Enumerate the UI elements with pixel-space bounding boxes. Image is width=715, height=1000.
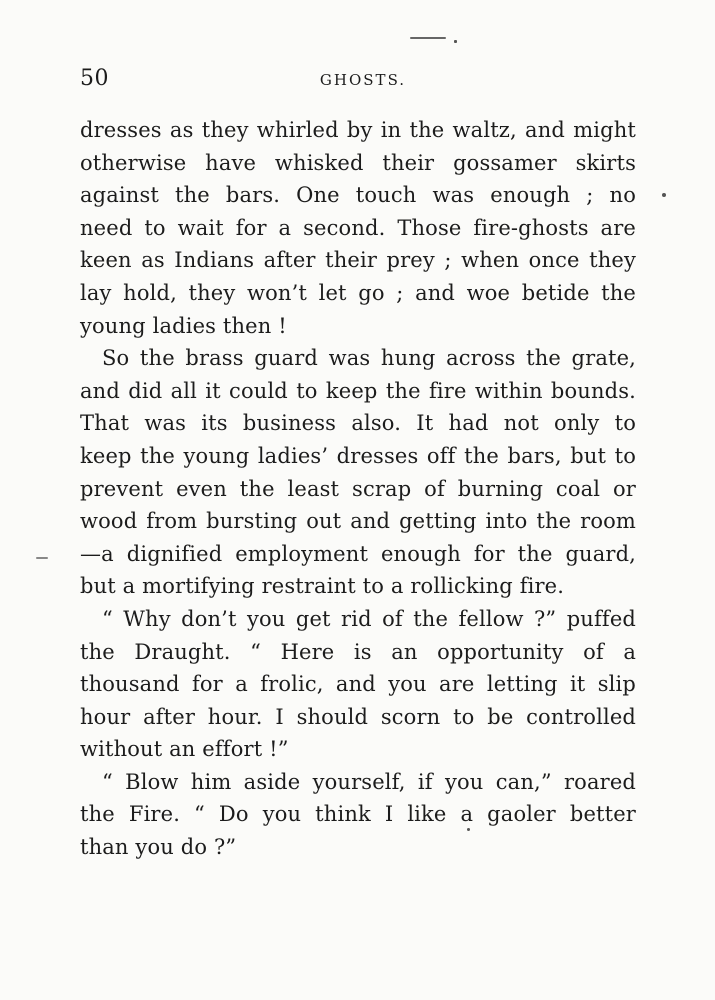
text-line: need to wait for a second. Those fire-ghosts are [80, 215, 636, 240]
text-line: hour after hour. I should scorn to be controlled [80, 704, 636, 729]
text-line: —a dignified employment enough for the guard, [80, 541, 636, 566]
text-line: the Fire. “ Do you think I like a gaoler better [80, 802, 636, 827]
text-line: but a mortifying restraint to a rollicking fire. [80, 574, 565, 599]
ink-speck [454, 40, 457, 43]
ink-speck [662, 193, 666, 197]
text-line: keen as Indians after their prey ; when once they [80, 248, 636, 273]
text-line: prevent even the least scrap of burning coal or [80, 476, 636, 501]
ink-speck [410, 37, 446, 39]
text-line: That was its business also. It had not only to [80, 411, 636, 436]
text-line: than you do ?” [80, 835, 237, 860]
text-line: thousand for a frolic, and you are letting it slip [80, 672, 636, 697]
text-line: keep the young ladies’ dresses off the bars, but to [80, 443, 636, 468]
text-line: otherwise have whisked their gossamer skirts [80, 150, 636, 175]
page-header [80, 66, 636, 98]
text-line: young ladies then ! [80, 313, 287, 338]
text-line: and did all it could to keep the fire within bounds. [80, 378, 636, 403]
text-line: So the brass guard was hung across the grate, [102, 346, 636, 371]
page-number: 50 [80, 66, 109, 91]
text-line: “ Why don’t you get rid of the fellow ?” puffed [102, 606, 636, 631]
ink-speck [36, 557, 48, 559]
text-line: lay hold, they won’t let go ; and woe betide the [80, 280, 636, 305]
text-line: without an effort !” [80, 737, 289, 762]
text-line: the Draught. “ Here is an opportunity of a [80, 639, 636, 664]
text-line: dresses as they whirled by in the waltz, and might [80, 118, 636, 142]
text-line: against the bars. One touch was enough ; no [80, 183, 636, 208]
body-text [80, 114, 636, 864]
text-line: “ Blow him aside yourself, if you can,” roared [102, 769, 636, 794]
running-title: GHOSTS. [319, 71, 407, 89]
text-line: wood from bursting out and getting into the room [80, 509, 636, 534]
